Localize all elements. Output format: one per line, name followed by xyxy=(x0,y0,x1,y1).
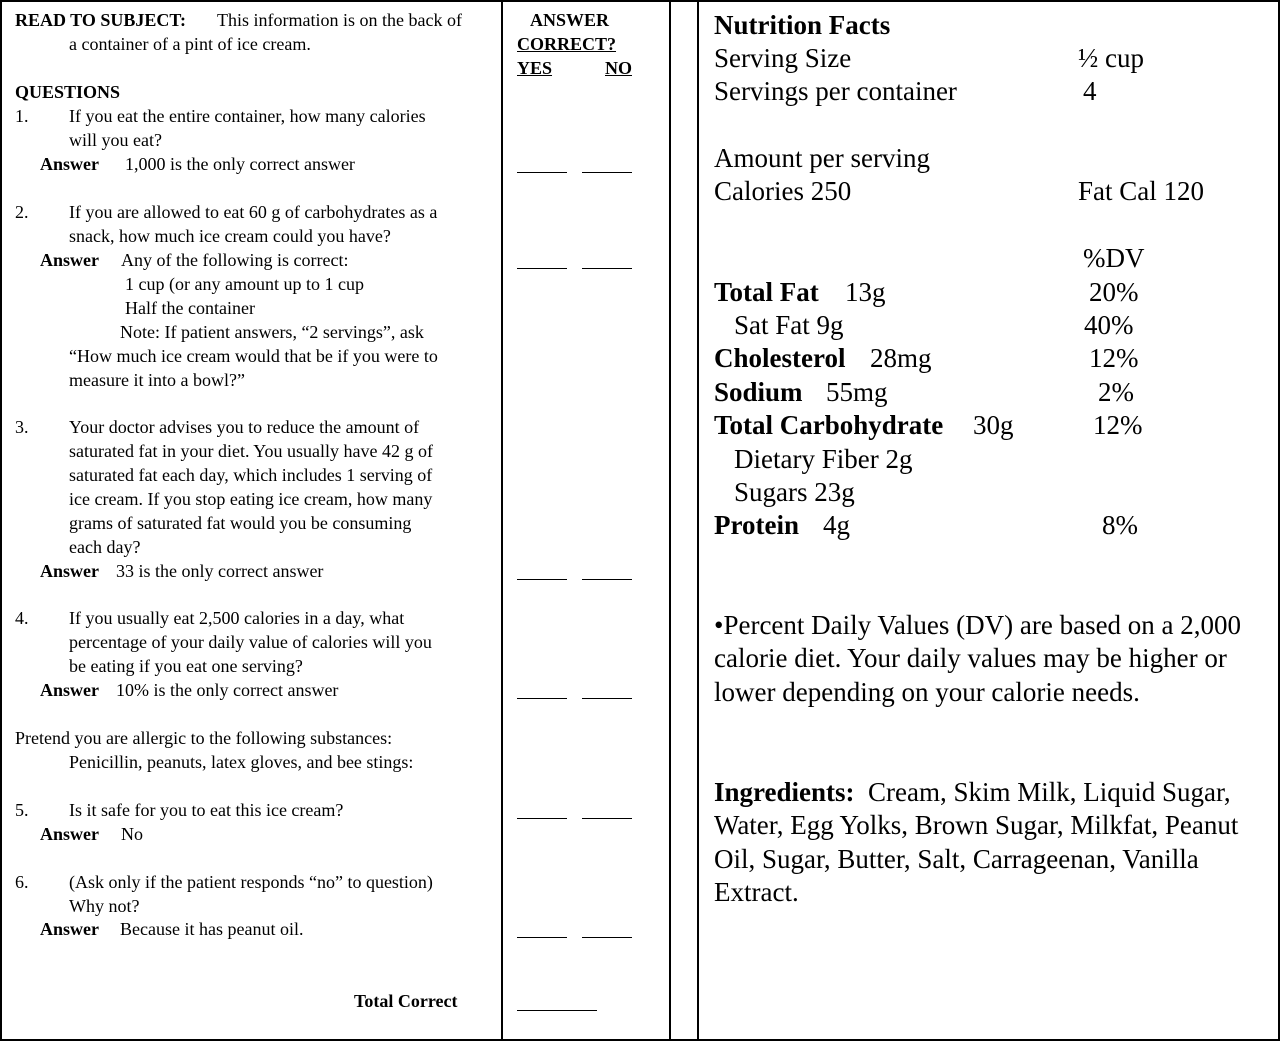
protein-label: Protein xyxy=(714,510,799,540)
q6-line-1: (Ask only if the patient responds “no” to question) xyxy=(69,872,433,892)
ingredients xyxy=(714,776,1274,910)
q2-answer: Any of the following is correct: xyxy=(121,250,349,270)
amount-per-serving: Amount per serving xyxy=(714,143,930,173)
protein-dv: 8% xyxy=(1102,510,1138,540)
q6-yes-blank[interactable] xyxy=(517,937,567,938)
q2-option-2: Half the container xyxy=(125,298,255,318)
q4-answer-label: Answer xyxy=(40,680,99,700)
q1-no-blank[interactable] xyxy=(582,172,632,173)
q2-option-1: 1 cup (or any amount up to 1 cup xyxy=(125,274,364,294)
q2-number: 2. xyxy=(15,202,29,222)
sodium-dv: 2% xyxy=(1098,377,1134,407)
protein-amount: 4g xyxy=(823,510,850,540)
q3-answer: 33 is the only correct answer xyxy=(116,561,324,581)
sodium-label: Sodium xyxy=(714,377,803,407)
q5-line-1: Is it safe for you to eat this ice cream? xyxy=(69,800,344,820)
q3-line-5: grams of saturated fat would you be consuming xyxy=(69,513,412,533)
q1-answer: 1,000 is the only correct answer xyxy=(125,154,355,174)
q3-yes-blank[interactable] xyxy=(517,579,567,580)
carbohydrate-label: Total Carbohydrate xyxy=(714,410,944,440)
fat-calories: Fat Cal 120 xyxy=(1078,176,1204,206)
sat-fat-dv: 40% xyxy=(1084,310,1134,340)
nutrition-title: Nutrition Facts xyxy=(714,10,891,40)
q2-note-2: “How much ice cream would that be if you were to xyxy=(69,346,438,366)
total-correct-blank[interactable] xyxy=(517,1010,597,1011)
q6-line-2: Why not? xyxy=(69,896,140,916)
servings-value: 4 xyxy=(1083,76,1097,106)
q5-answer: No xyxy=(121,824,143,844)
cholesterol-dv: 12% xyxy=(1089,343,1139,373)
q4-line-1: If you usually eat 2,500 calories in a day, what xyxy=(69,608,405,628)
q6-answer-label: Answer xyxy=(40,919,99,939)
q4-no-blank[interactable] xyxy=(582,698,632,699)
q3-line-2: saturated fat in your diet. You usually have 42 g of xyxy=(69,441,433,461)
q4-yes-blank[interactable] xyxy=(517,698,567,699)
q2-note-3: measure it into a bowl?” xyxy=(69,370,245,390)
q3-no-blank[interactable] xyxy=(582,579,632,580)
cholesterol-label: Cholesterol xyxy=(714,343,846,373)
ingredients-text: Cream, Skim Milk, Liquid Sugar, Water, Egg Yolks, Brown Sugar, Milkfat, Peanut Oil, Sugar, Butter, Salt, Carrageenan, Vanilla Extract. xyxy=(714,777,1239,908)
allergy-line-1: Pretend you are allergic to the following substances: xyxy=(15,728,393,748)
yes-header: YES xyxy=(517,58,553,78)
q4-number: 4. xyxy=(15,608,29,628)
sat-fat: Sat Fat 9g xyxy=(734,310,844,340)
answer-correct-header: ANSWER xyxy=(530,10,610,30)
q1-line-1: If you eat the entire container, how many calories xyxy=(69,106,426,126)
q3-line-6: each day? xyxy=(69,537,141,557)
q3-line-3: saturated fat each day, which includes 1 serving of xyxy=(69,465,433,485)
q5-number: 5. xyxy=(15,800,29,820)
questions-heading: QUESTIONS xyxy=(15,82,121,102)
dv-header: %DV xyxy=(1083,243,1145,273)
total-correct-label: Total Correct xyxy=(354,991,458,1011)
q2-line-1: If you are allowed to eat 60 g of carbohydrates as a xyxy=(69,202,438,222)
intro-text: This information is on the back of xyxy=(217,10,462,30)
carbohydrate-amount: 30g xyxy=(973,410,1014,440)
q1-number: 1. xyxy=(15,106,29,126)
intro-text-2: a container of a pint of ice cream. xyxy=(69,34,311,54)
serving-size-label: Serving Size xyxy=(714,43,852,73)
q2-no-blank[interactable] xyxy=(582,268,632,269)
total-fat-label: Total Fat xyxy=(714,277,819,307)
q5-yes-blank[interactable] xyxy=(517,818,567,819)
cholesterol-amount: 28mg xyxy=(870,343,932,373)
ingredients-label: Ingredients: xyxy=(714,777,855,807)
q5-no-blank[interactable] xyxy=(582,818,632,819)
q2-note: Note: If patient answers, “2 servings”, ask xyxy=(120,322,424,342)
q2-answer-label: Answer xyxy=(40,250,99,270)
no-header: NO xyxy=(605,58,632,78)
serving-size-value: ½ cup xyxy=(1078,43,1144,73)
q6-answer: Because it has peanut oil. xyxy=(120,919,304,939)
total-fat-dv: 20% xyxy=(1089,277,1139,307)
q3-line-1: Your doctor advises you to reduce the amount of xyxy=(69,417,420,437)
sodium-amount: 55mg xyxy=(826,377,888,407)
q6-number: 6. xyxy=(15,872,29,892)
q2-yes-blank[interactable] xyxy=(517,268,567,269)
servings-label: Servings per container xyxy=(714,76,957,106)
q1-answer-label: Answer xyxy=(40,154,99,174)
q3-answer-label: Answer xyxy=(40,561,99,581)
column-divider-3 xyxy=(697,0,699,1041)
intro-label: READ TO SUBJECT: xyxy=(15,10,187,30)
q4-line-2: percentage of your daily value of calories will you xyxy=(69,632,432,652)
answer-correct-header-2: CORRECT? xyxy=(517,34,617,54)
dietary-fiber: Dietary Fiber 2g xyxy=(734,444,913,474)
sugars: Sugars 23g xyxy=(734,477,855,507)
total-fat-amount: 13g xyxy=(845,277,886,307)
q1-yes-blank[interactable] xyxy=(517,172,567,173)
column-divider-1 xyxy=(501,0,503,1041)
q2-line-2: snack, how much ice cream could you have? xyxy=(69,226,391,246)
q3-number: 3. xyxy=(15,417,29,437)
q3-line-4: ice cream. If you stop eating ice cream, how many xyxy=(69,489,433,509)
q4-line-3: be eating if you eat one serving? xyxy=(69,656,303,676)
allergy-line-2: Penicillin, peanuts, latex gloves, and bee stings: xyxy=(69,752,414,772)
q4-answer: 10% is the only correct answer xyxy=(116,680,339,700)
q6-no-blank[interactable] xyxy=(582,937,632,938)
calories: Calories 250 xyxy=(714,176,852,206)
column-divider-2 xyxy=(669,0,671,1041)
q5-answer-label: Answer xyxy=(40,824,99,844)
q1-line-2: will you eat? xyxy=(69,130,162,150)
dv-footnote: •Percent Daily Values (DV) are based on a 2,000 calorie diet. Your daily values may be higher or lower depending on your calorie needs. xyxy=(714,610,1242,707)
carbohydrate-dv: 12% xyxy=(1093,410,1143,440)
